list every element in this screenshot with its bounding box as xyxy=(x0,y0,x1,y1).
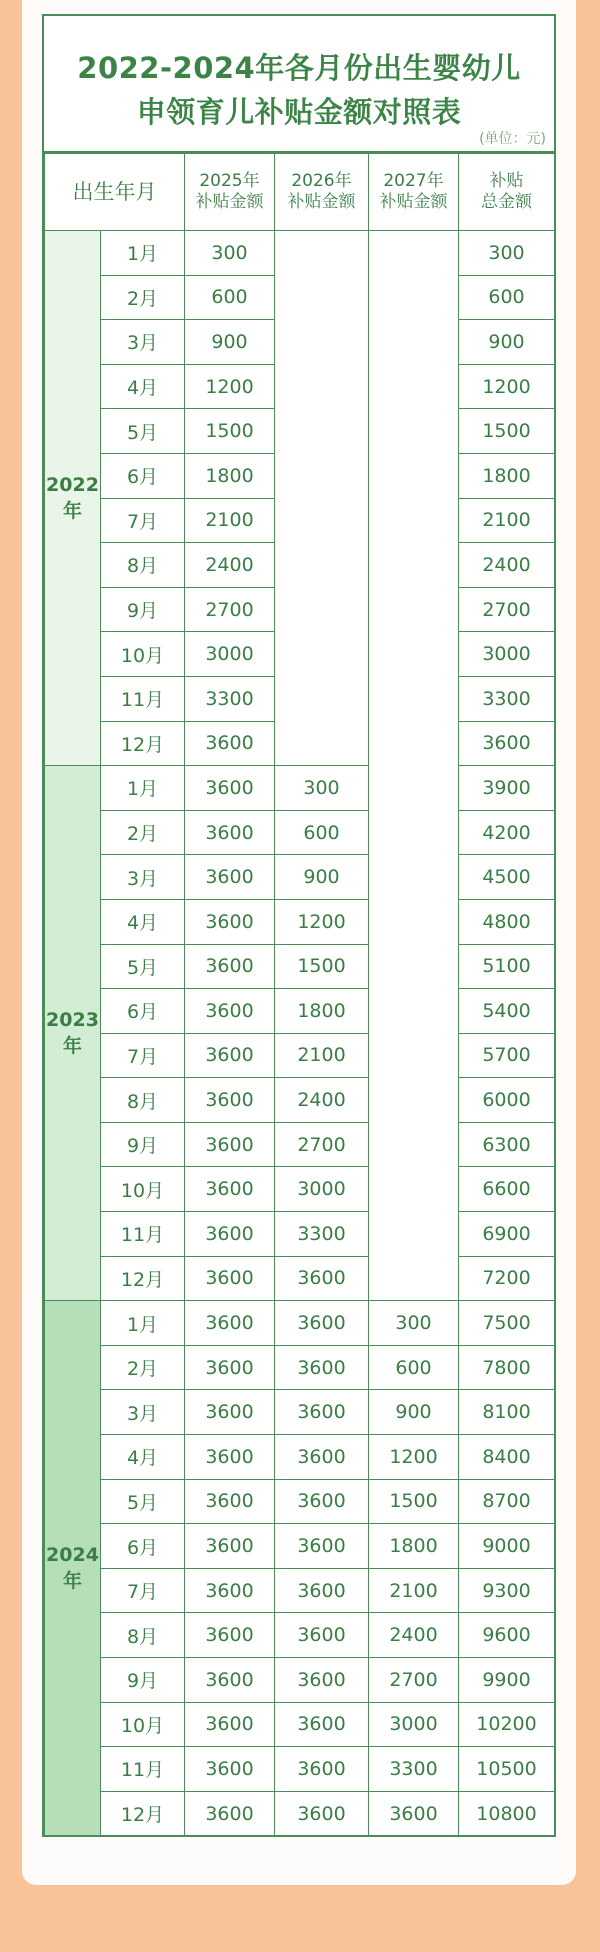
subsidy-2026-cell: 3600 xyxy=(275,1791,369,1836)
subsidy-2026-cell: 3600 xyxy=(275,1390,369,1435)
month-cell: 11月 xyxy=(101,1212,185,1257)
table-row xyxy=(45,1435,555,1480)
subsidy-2027-cell: 3300 xyxy=(369,1747,459,1792)
total-cell: 6000 xyxy=(459,1078,555,1123)
subsidy-2025-cell: 2700 xyxy=(185,587,275,632)
subsidy-2026-cell: 3300 xyxy=(275,1212,369,1257)
month-cell: 10月 xyxy=(101,1167,185,1212)
total-cell: 4500 xyxy=(459,855,555,900)
header-2025-subsidy xyxy=(185,154,275,231)
subsidy-2027-cell: 1500 xyxy=(369,1479,459,1524)
subsidy-2026-cell: 3600 xyxy=(275,1613,369,1658)
subsidy-2025-cell: 3600 xyxy=(185,766,275,811)
total-cell: 6600 xyxy=(459,1167,555,1212)
month-cell: 9月 xyxy=(101,587,185,632)
subsidy-2027-cell: 1200 xyxy=(369,1435,459,1480)
table-row xyxy=(45,1791,555,1836)
subsidy-2027-cell: 2100 xyxy=(369,1568,459,1613)
year-suffix: 年 xyxy=(62,500,82,523)
table-row xyxy=(45,1167,555,1212)
total-cell: 5400 xyxy=(459,989,555,1034)
month-cell: 8月 xyxy=(101,1613,185,1658)
table-row xyxy=(45,1613,555,1658)
subsidy-2026-cell: 3600 xyxy=(275,1301,369,1346)
subsidy-2025-cell: 3600 xyxy=(185,721,275,766)
table-row xyxy=(45,989,555,1034)
month-cell: 12月 xyxy=(101,1791,185,1836)
table-row xyxy=(45,1568,555,1613)
table-row xyxy=(45,944,555,989)
header-2027-subsidy xyxy=(369,154,459,231)
subsidy-2027-cell: 900 xyxy=(369,1390,459,1435)
empty-2026-cell xyxy=(275,231,369,766)
subsidy-2025-cell: 3600 xyxy=(185,1435,275,1480)
subsidy-2025-cell: 3600 xyxy=(185,1613,275,1658)
month-cell: 3月 xyxy=(101,855,185,900)
month-cell: 8月 xyxy=(101,543,185,588)
month-cell: 6月 xyxy=(101,453,185,498)
header-2025-year: 2025年 xyxy=(199,171,260,191)
month-cell: 2月 xyxy=(101,275,185,320)
year-number: 2024 xyxy=(46,1544,99,1567)
subsidy-2025-cell: 3600 xyxy=(185,1658,275,1703)
subsidy-2026-cell: 3600 xyxy=(275,1658,369,1703)
subsidy-2027-cell: 3000 xyxy=(369,1702,459,1747)
year-cell xyxy=(45,766,101,1301)
subsidy-2025-cell: 3300 xyxy=(185,676,275,721)
subsidy-2025-cell: 3600 xyxy=(185,1301,275,1346)
month-cell: 7月 xyxy=(101,498,185,543)
subsidy-2025-cell: 3600 xyxy=(185,989,275,1034)
month-cell: 6月 xyxy=(101,1524,185,1569)
month-cell: 4月 xyxy=(101,1435,185,1480)
subsidy-2026-cell: 2400 xyxy=(275,1078,369,1123)
table-row xyxy=(45,766,555,811)
month-cell: 2月 xyxy=(101,810,185,855)
total-cell: 7800 xyxy=(459,1345,555,1390)
total-cell: 8400 xyxy=(459,1435,555,1480)
total-cell: 5100 xyxy=(459,944,555,989)
total-cell: 7500 xyxy=(459,1301,555,1346)
subsidy-2026-cell: 3600 xyxy=(275,1702,369,1747)
total-cell: 6900 xyxy=(459,1212,555,1257)
subsidy-2026-cell: 2100 xyxy=(275,1033,369,1078)
subsidy-2026-cell: 3600 xyxy=(275,1524,369,1569)
subsidy-2026-cell: 1500 xyxy=(275,944,369,989)
subsidy-2026-cell: 600 xyxy=(275,810,369,855)
subsidy-2025-cell: 3600 xyxy=(185,1345,275,1390)
subsidy-2027-cell: 600 xyxy=(369,1345,459,1390)
total-cell: 5700 xyxy=(459,1033,555,1078)
total-cell: 2400 xyxy=(459,543,555,588)
total-cell: 3000 xyxy=(459,632,555,677)
month-cell: 8月 xyxy=(101,1078,185,1123)
month-cell: 10月 xyxy=(101,632,185,677)
year-number: 2022 xyxy=(46,474,99,497)
subsidy-2027-cell: 300 xyxy=(369,1301,459,1346)
table-row xyxy=(45,231,555,276)
month-cell: 5月 xyxy=(101,409,185,454)
total-cell: 8700 xyxy=(459,1479,555,1524)
table-row xyxy=(45,855,555,900)
header-total-subsidy xyxy=(459,154,555,231)
total-cell: 2100 xyxy=(459,498,555,543)
table-header-row xyxy=(45,154,555,231)
header-birth-month: 出生年月 xyxy=(45,154,185,231)
subsidy-2025-cell: 3600 xyxy=(185,855,275,900)
subsidy-2026-cell: 3600 xyxy=(275,1256,369,1301)
table-row xyxy=(45,1702,555,1747)
subsidy-2025-cell: 3600 xyxy=(185,1256,275,1301)
table-row xyxy=(45,1078,555,1123)
total-cell: 4800 xyxy=(459,899,555,944)
month-cell: 1月 xyxy=(101,766,185,811)
subsidy-2026-cell: 1200 xyxy=(275,899,369,944)
subsidy-2025-cell: 3600 xyxy=(185,1479,275,1524)
subsidy-2026-cell: 3600 xyxy=(275,1435,369,1480)
table-row xyxy=(45,1658,555,1703)
subsidy-2026-cell: 300 xyxy=(275,766,369,811)
table-row xyxy=(45,1033,555,1078)
total-cell: 1500 xyxy=(459,409,555,454)
month-cell: 9月 xyxy=(101,1658,185,1703)
total-cell: 6300 xyxy=(459,1122,555,1167)
month-cell: 7月 xyxy=(101,1033,185,1078)
subsidy-2026-cell: 3600 xyxy=(275,1345,369,1390)
table-row xyxy=(45,899,555,944)
table-row xyxy=(45,1301,555,1346)
header-total-line2: 总金额 xyxy=(481,192,532,212)
total-cell: 7200 xyxy=(459,1256,555,1301)
month-cell: 11月 xyxy=(101,676,185,721)
total-cell: 300 xyxy=(459,231,555,276)
subsidy-2026-cell: 1800 xyxy=(275,989,369,1034)
subsidy-2025-cell: 3600 xyxy=(185,1390,275,1435)
page-subtitle: 申领育儿补贴金额对照表 xyxy=(136,95,462,129)
header-2027-label: 补贴金额 xyxy=(379,192,448,212)
header-2025-label: 补贴金额 xyxy=(195,192,264,212)
subsidy-2025-cell: 3600 xyxy=(185,1568,275,1613)
total-cell: 10200 xyxy=(459,1702,555,1747)
table-row xyxy=(45,1345,555,1390)
month-cell: 5月 xyxy=(101,944,185,989)
subsidy-2026-cell: 3600 xyxy=(275,1747,369,1792)
unit-note: (单位：元) xyxy=(479,131,546,147)
total-cell: 3300 xyxy=(459,676,555,721)
year-suffix: 年 xyxy=(62,1570,82,1593)
subsidy-2025-cell: 3600 xyxy=(185,1747,275,1792)
subsidy-2025-cell: 3600 xyxy=(185,899,275,944)
subsidy-2025-cell: 3600 xyxy=(185,1212,275,1257)
subsidy-2026-cell: 3000 xyxy=(275,1167,369,1212)
subsidy-2025-cell: 900 xyxy=(185,320,275,365)
table-row xyxy=(45,1256,555,1301)
total-cell: 600 xyxy=(459,275,555,320)
year-suffix: 年 xyxy=(62,1035,82,1058)
header-2026-label: 补贴金额 xyxy=(287,192,356,212)
subsidy-2025-cell: 3600 xyxy=(185,1033,275,1078)
table-row xyxy=(45,1122,555,1167)
year-number: 2023 xyxy=(46,1009,99,1032)
header-2026-subsidy xyxy=(275,154,369,231)
month-cell: 5月 xyxy=(101,1479,185,1524)
month-cell: 2月 xyxy=(101,1345,185,1390)
table-body xyxy=(45,231,555,1836)
subsidy-2025-cell: 3600 xyxy=(185,1122,275,1167)
month-cell: 6月 xyxy=(101,989,185,1034)
empty-2027-cell xyxy=(369,231,459,1301)
subsidy-2025-cell: 3600 xyxy=(185,1078,275,1123)
subsidy-2025-cell: 3600 xyxy=(185,944,275,989)
month-cell: 11月 xyxy=(101,1747,185,1792)
month-cell: 7月 xyxy=(101,1568,185,1613)
subsidy-2025-cell: 1500 xyxy=(185,409,275,454)
month-cell: 4月 xyxy=(101,899,185,944)
year-cell xyxy=(45,231,101,766)
table-row xyxy=(45,1212,555,1257)
subsidy-table xyxy=(44,153,555,1836)
subsidy-2025-cell: 3000 xyxy=(185,632,275,677)
subsidy-2025-cell: 3600 xyxy=(185,1167,275,1212)
total-cell: 10500 xyxy=(459,1747,555,1792)
table-row xyxy=(45,1747,555,1792)
subsidy-2025-cell: 2400 xyxy=(185,543,275,588)
subsidy-2025-cell: 3600 xyxy=(185,810,275,855)
subsidy-2025-cell: 300 xyxy=(185,231,275,276)
header-total-line1: 补贴 xyxy=(489,171,524,191)
subsidy-2027-cell: 2400 xyxy=(369,1613,459,1658)
subsidy-2027-cell: 1800 xyxy=(369,1524,459,1569)
title-area xyxy=(44,16,554,153)
page-title: 2022-2024年各月份出生婴幼儿 xyxy=(77,51,521,85)
total-cell: 10800 xyxy=(459,1791,555,1836)
total-cell: 1800 xyxy=(459,453,555,498)
table-row xyxy=(45,1390,555,1435)
table-row xyxy=(45,1524,555,1569)
total-cell: 8100 xyxy=(459,1390,555,1435)
month-cell: 12月 xyxy=(101,721,185,766)
subsidy-2027-cell: 3600 xyxy=(369,1791,459,1836)
subsidy-2025-cell: 3600 xyxy=(185,1791,275,1836)
total-cell: 9900 xyxy=(459,1658,555,1703)
month-cell: 12月 xyxy=(101,1256,185,1301)
subsidy-2027-cell: 2700 xyxy=(369,1658,459,1703)
month-cell: 4月 xyxy=(101,364,185,409)
table-row xyxy=(45,1479,555,1524)
subsidy-2025-cell: 600 xyxy=(185,275,275,320)
subsidy-2026-cell: 3600 xyxy=(275,1479,369,1524)
subsidy-2025-cell: 1200 xyxy=(185,364,275,409)
total-cell: 2700 xyxy=(459,587,555,632)
subsidy-2025-cell: 3600 xyxy=(185,1524,275,1569)
subsidy-2025-cell: 1800 xyxy=(185,453,275,498)
total-cell: 3900 xyxy=(459,766,555,811)
total-cell: 4200 xyxy=(459,810,555,855)
header-2026-year: 2026年 xyxy=(291,171,352,191)
total-cell: 900 xyxy=(459,320,555,365)
total-cell: 9000 xyxy=(459,1524,555,1569)
table-row xyxy=(45,810,555,855)
month-cell: 10月 xyxy=(101,1702,185,1747)
subsidy-2026-cell: 2700 xyxy=(275,1122,369,1167)
month-cell: 3月 xyxy=(101,1390,185,1435)
subsidy-2026-cell: 3600 xyxy=(275,1568,369,1613)
subsidy-2025-cell: 3600 xyxy=(185,1702,275,1747)
total-cell: 9300 xyxy=(459,1568,555,1613)
subsidy-2026-cell: 900 xyxy=(275,855,369,900)
subsidy-table-frame xyxy=(42,14,556,1837)
total-cell: 3600 xyxy=(459,721,555,766)
year-cell xyxy=(45,1301,101,1836)
month-cell: 1月 xyxy=(101,231,185,276)
total-cell: 9600 xyxy=(459,1613,555,1658)
month-cell: 9月 xyxy=(101,1122,185,1167)
total-cell: 1200 xyxy=(459,364,555,409)
month-cell: 1月 xyxy=(101,1301,185,1346)
subsidy-2025-cell: 2100 xyxy=(185,498,275,543)
header-2027-year: 2027年 xyxy=(383,171,444,191)
month-cell: 3月 xyxy=(101,320,185,365)
